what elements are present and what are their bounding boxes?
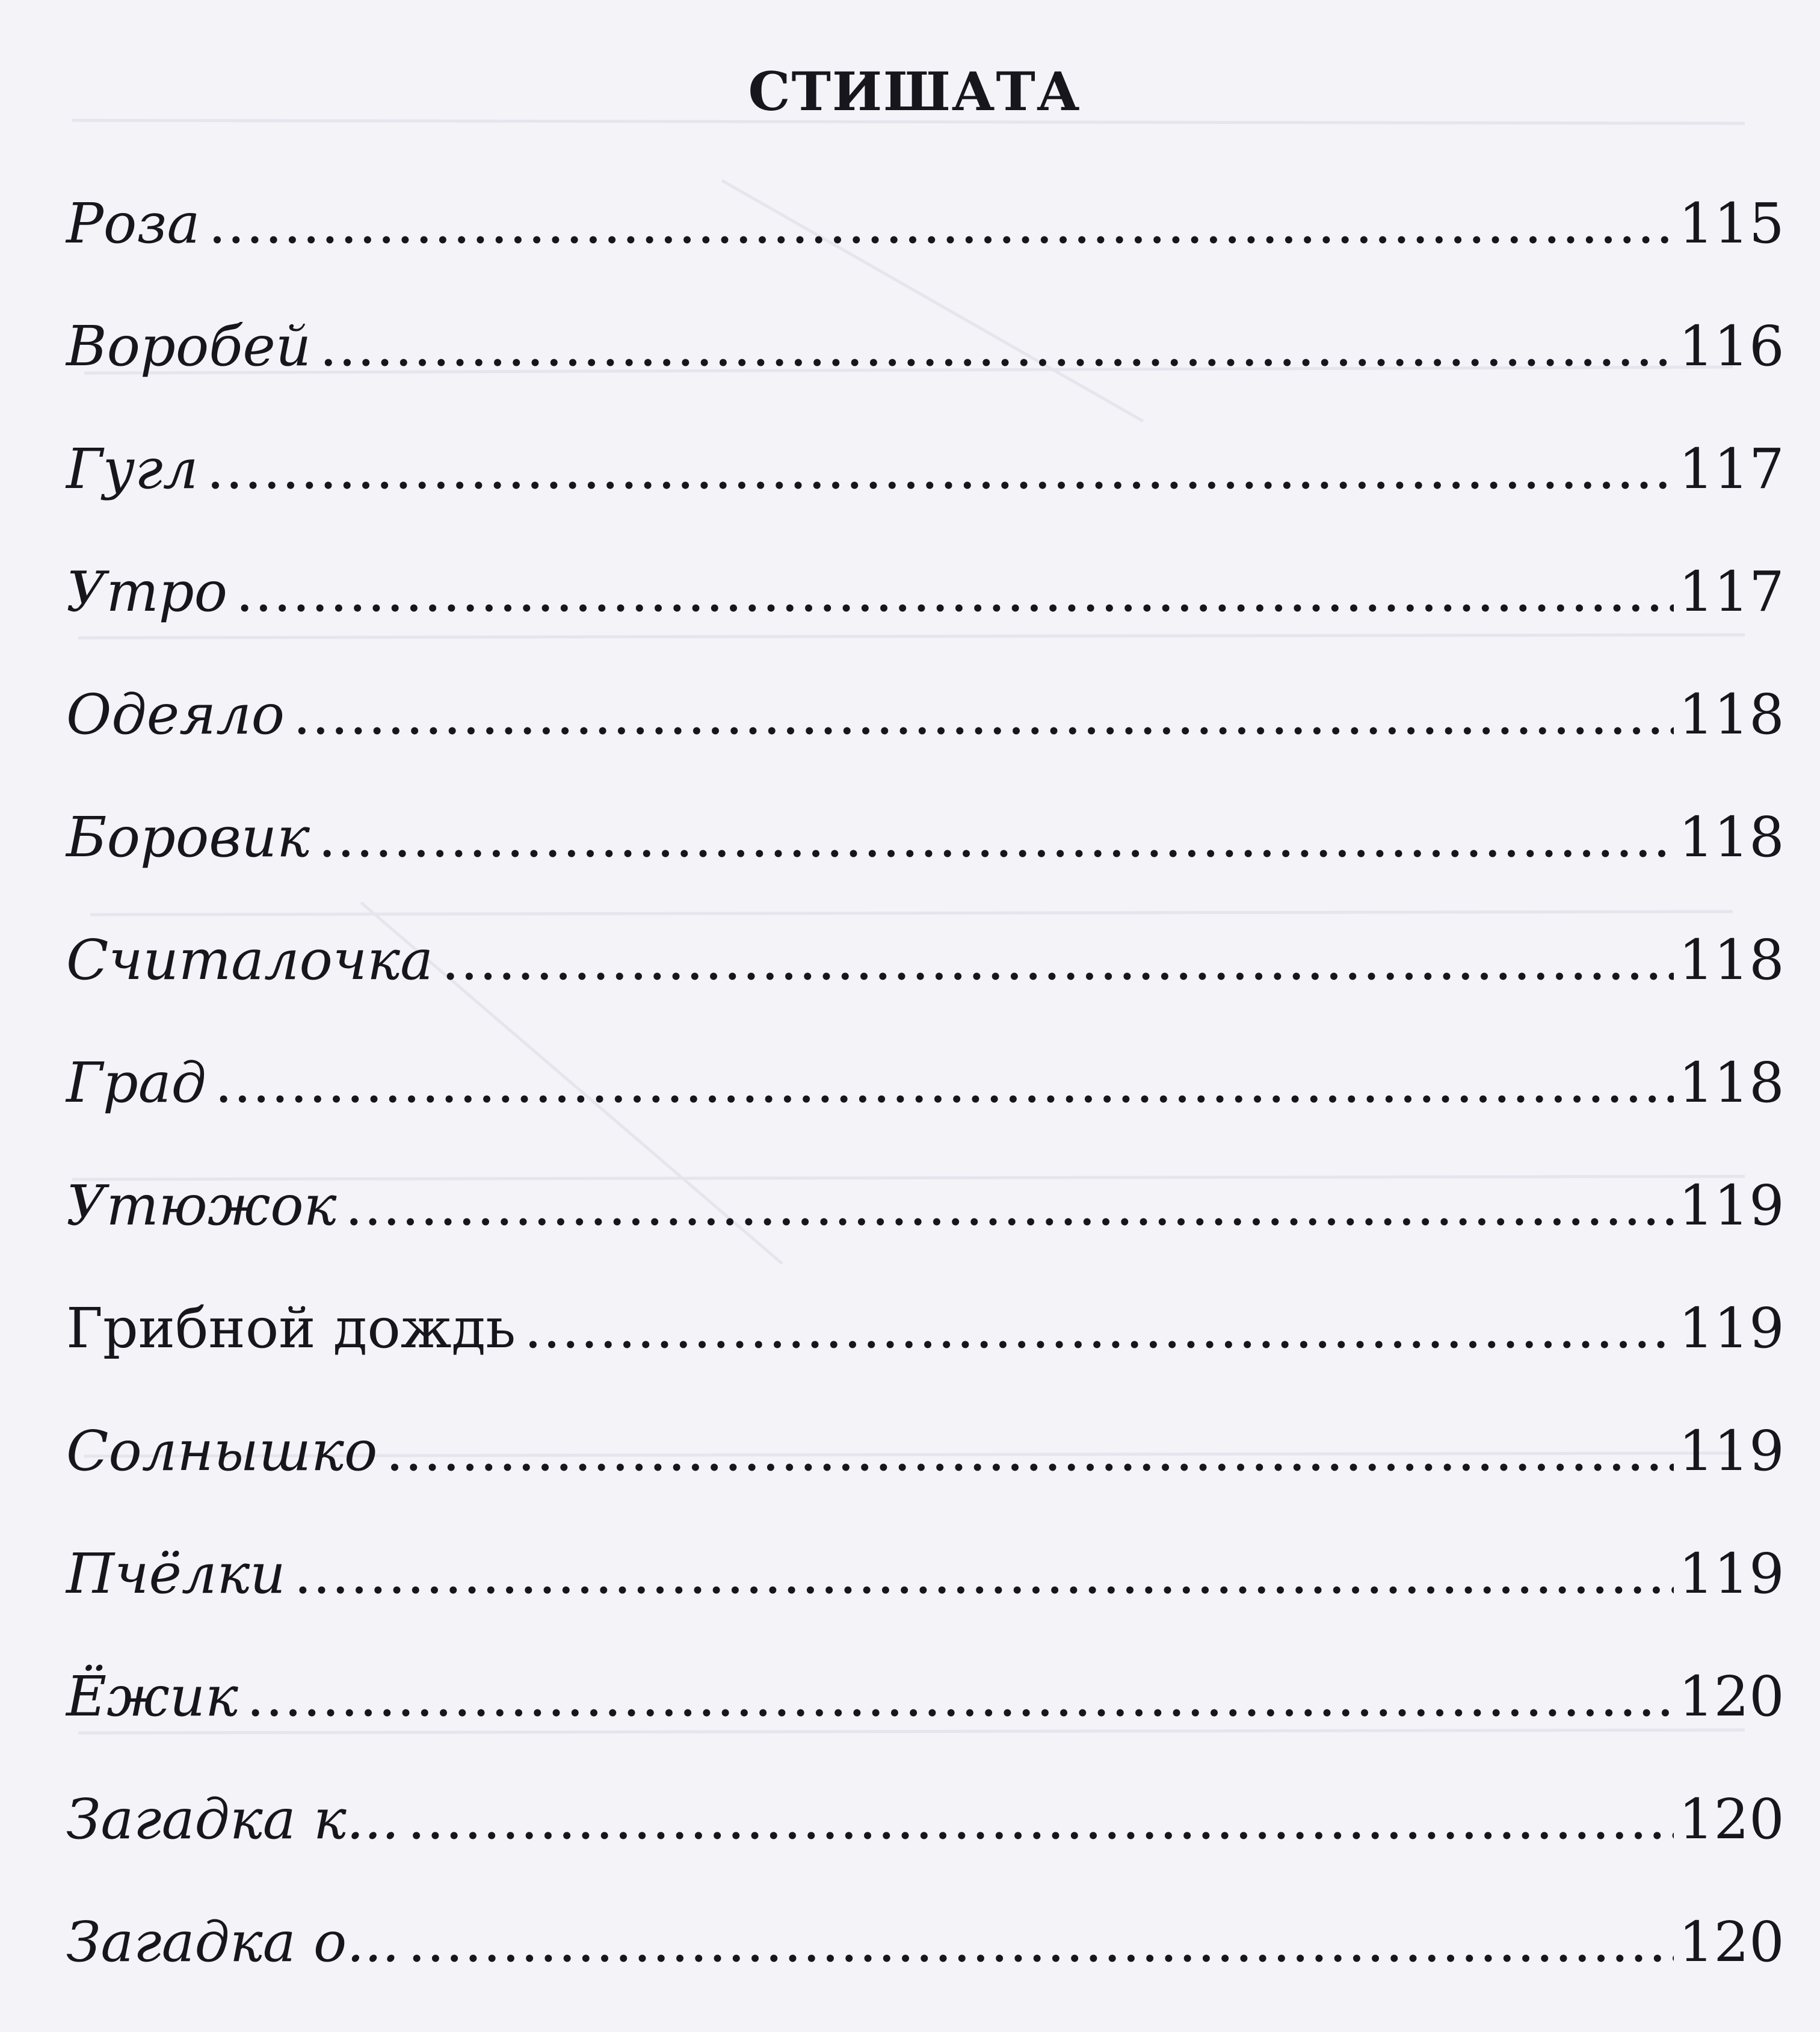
toc-entry (66, 1144, 1785, 1267)
toc-list (66, 162, 1785, 2004)
toc-entry (66, 653, 1785, 776)
toc-entry-page-number: 116 (1679, 314, 1785, 378)
toc-entry (66, 1513, 1785, 1635)
dot-leader (215, 1022, 1674, 1144)
toc-entry-title: Грибной дождь (66, 1296, 516, 1360)
dot-leader (247, 1635, 1674, 1758)
toc-entry-page-number: 119 (1679, 1173, 1785, 1238)
toc-entry-page-number: 119 (1679, 1296, 1785, 1360)
dot-leader (408, 1758, 1674, 1881)
toc-entry-page-number: 120 (1679, 1664, 1785, 1729)
toc-entry-title: Пчёлки (66, 1542, 286, 1606)
toc-entry-title: Утюжок (66, 1173, 337, 1238)
toc-entry-page-number: 119 (1679, 1542, 1785, 1606)
dot-leader (524, 1267, 1674, 1390)
dot-leader (408, 1881, 1674, 2004)
toc-entry-title: Солнышко (66, 1419, 378, 1483)
toc-entry-title: Загадка о... (66, 1910, 399, 1974)
toc-entry-page-number: 118 (1679, 1051, 1785, 1115)
toc-entry-page-number: 117 (1679, 560, 1785, 624)
toc-entry (66, 162, 1785, 285)
dot-leader (208, 162, 1674, 285)
toc-entry-page-number: 118 (1679, 805, 1785, 869)
toc-entry-title: Роза (66, 191, 200, 256)
page-title: СТИШАТА (748, 60, 1081, 123)
toc-entry-title: Гугл (66, 437, 199, 501)
toc-entry (66, 1758, 1785, 1881)
toc-entry-title: Боровик (66, 805, 310, 869)
dot-leader (236, 531, 1674, 653)
toc-entry-title: Град (66, 1051, 206, 1115)
toc-entry-title: Загадка к... (66, 1787, 399, 1851)
dot-leader (206, 408, 1674, 531)
toc-entry-page-number: 118 (1679, 682, 1785, 747)
toc-entry (66, 408, 1785, 531)
toc-entry-title: Утро (66, 560, 228, 624)
toc-entry (66, 531, 1785, 653)
toc-entry (66, 1635, 1785, 1758)
dot-leader (293, 653, 1674, 776)
dot-leader (294, 1513, 1674, 1635)
dot-leader (345, 1144, 1674, 1267)
toc-entry-page-number: 118 (1679, 928, 1785, 992)
dot-leader (442, 899, 1674, 1022)
toc-entry (66, 899, 1785, 1022)
toc-entry-title: Считалочка (66, 928, 433, 992)
toc-entry (66, 776, 1785, 899)
toc-entry (66, 1881, 1785, 2004)
toc-entry (66, 1022, 1785, 1144)
toc-entry-title: Одеяло (66, 682, 285, 747)
toc-entry-page-number: 117 (1679, 437, 1785, 501)
toc-entry-page-number: 120 (1679, 1787, 1785, 1851)
toc-entry-title: Воробей (66, 314, 312, 378)
dot-leader (386, 1390, 1674, 1513)
toc-entry-page-number: 119 (1679, 1419, 1785, 1483)
toc-entry-page-number: 120 (1679, 1910, 1785, 1974)
dot-leader (318, 776, 1674, 899)
toc-entry-page-number: 115 (1679, 191, 1785, 256)
dot-leader (319, 285, 1674, 408)
toc-entry (66, 1267, 1785, 1390)
toc-entry (66, 1390, 1785, 1513)
toc-entry (66, 285, 1785, 408)
toc-entry-title: Ёжик (66, 1664, 238, 1729)
toc-page (66, 36, 1785, 1998)
